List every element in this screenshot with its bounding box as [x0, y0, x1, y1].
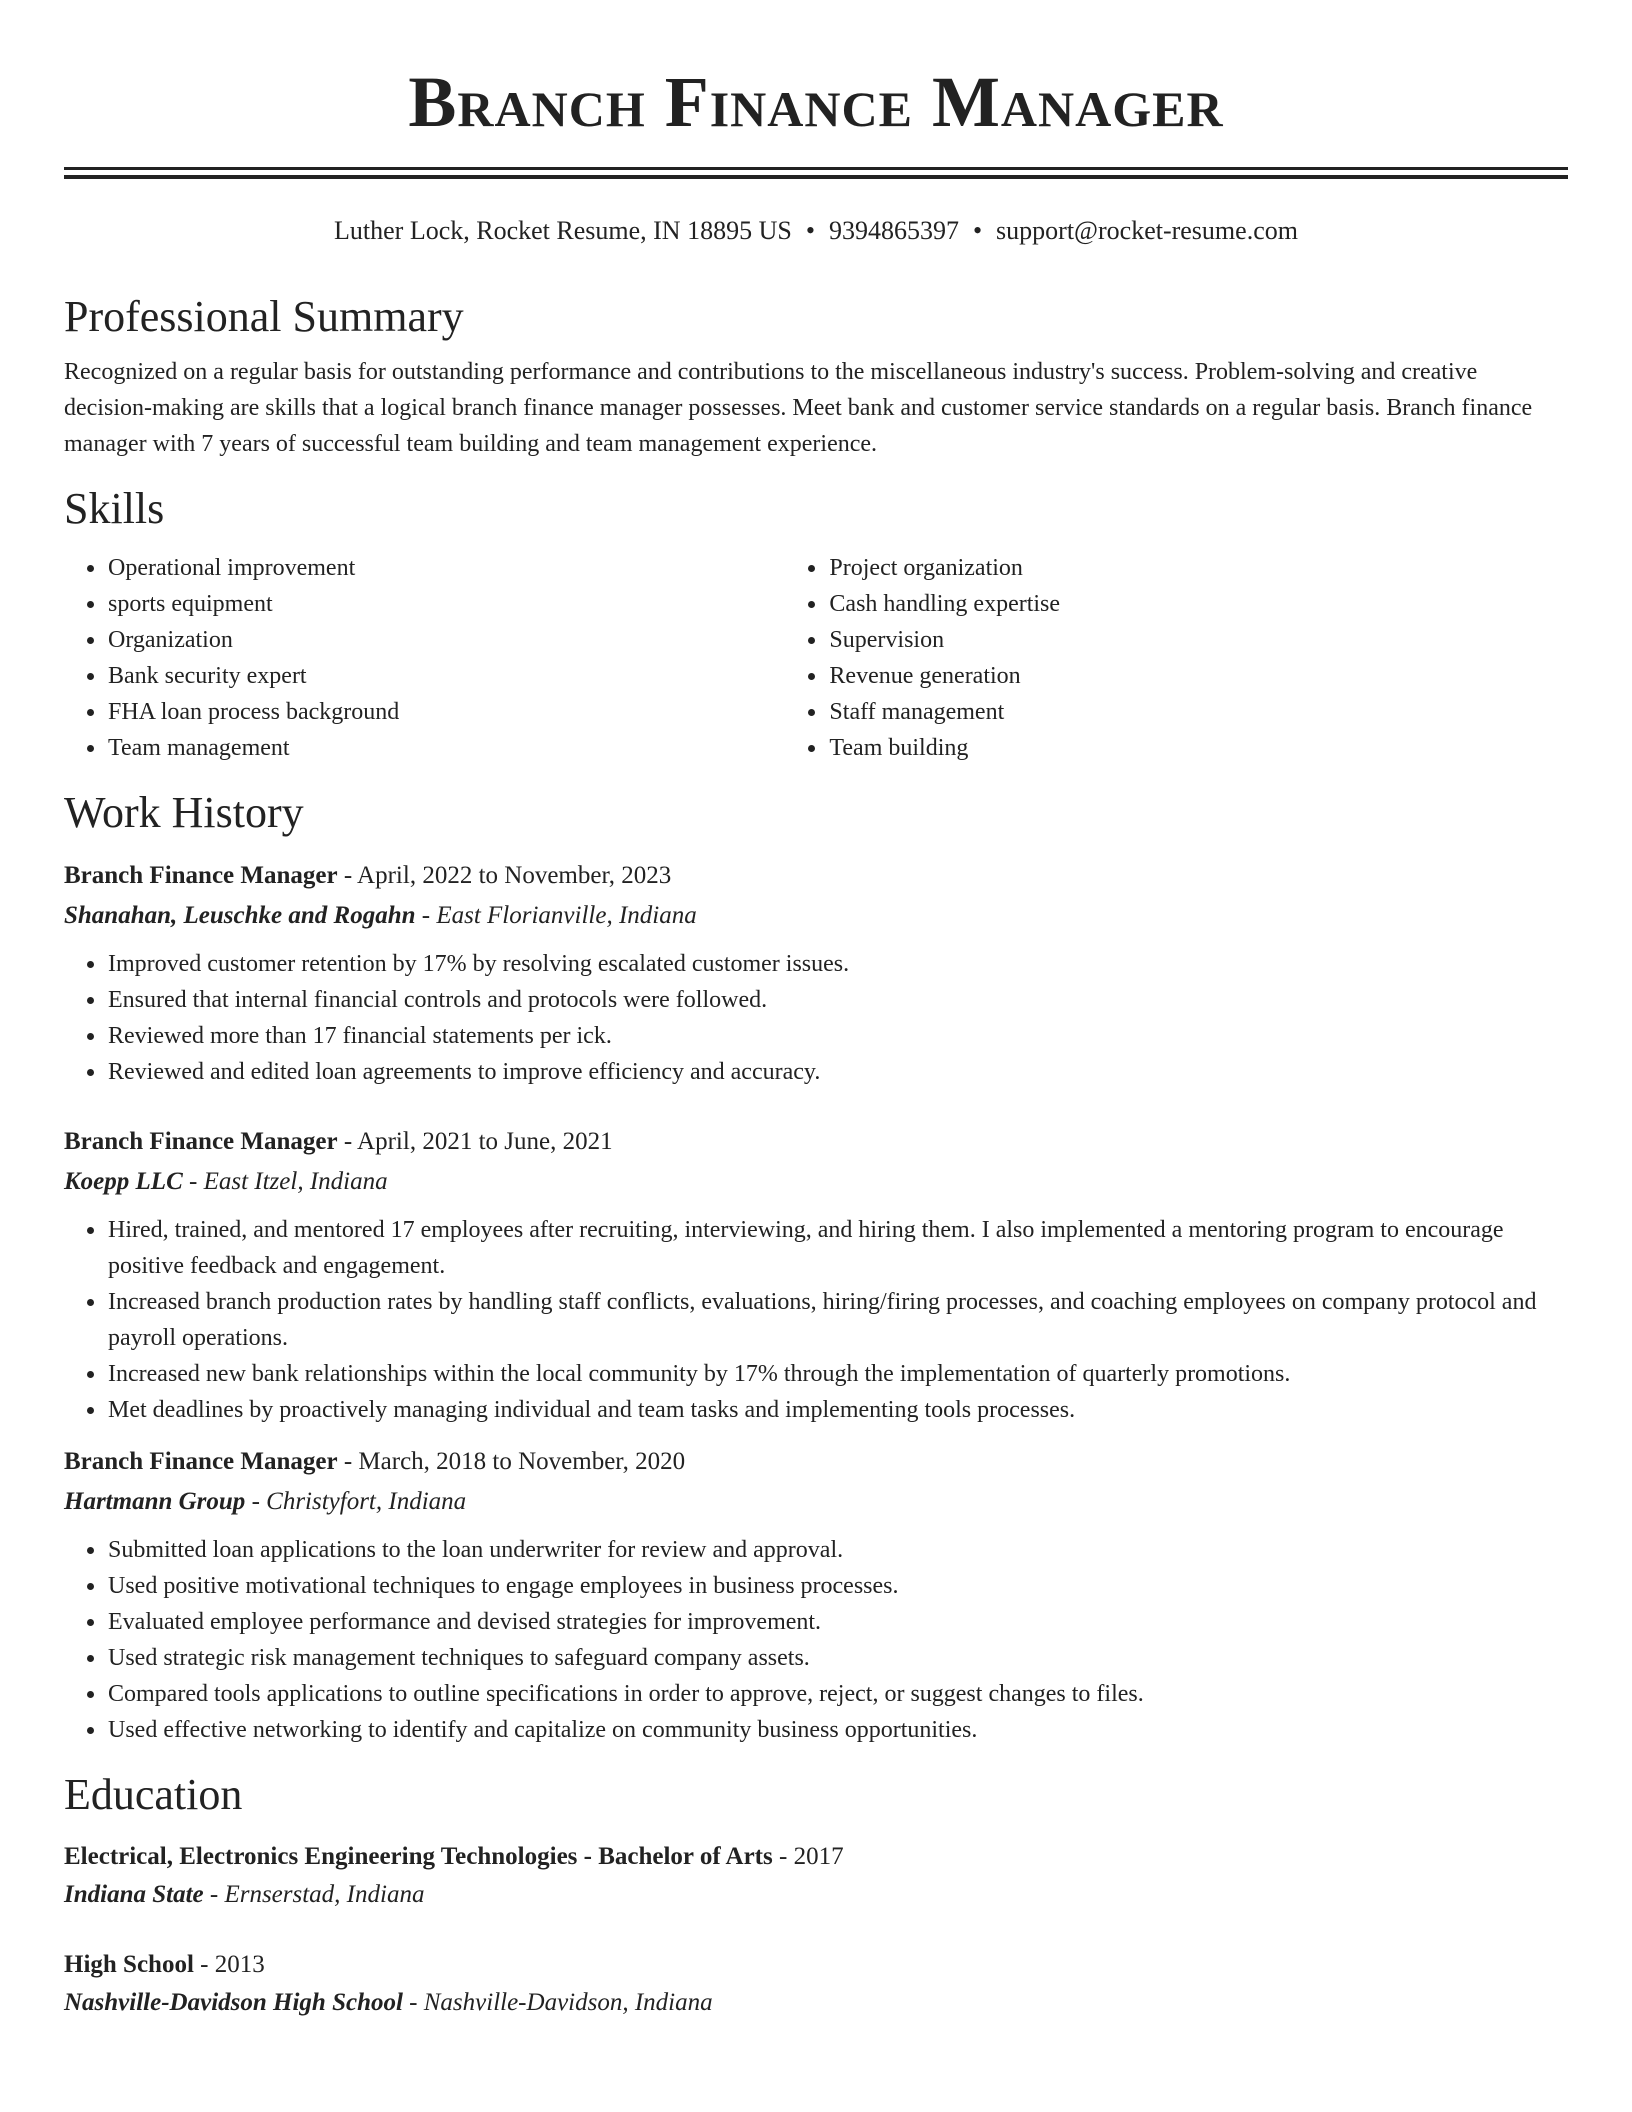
- job-bullet: • Reviewed more than 17 financial statements per ick.: [107, 1018, 1568, 1054]
- job-bullet: • Hired, trained, and mentored 17 employees after recruiting, interviewing, and hiring them. I also implemented a mentoring program to encourage positive feedback and engagement.: [107, 1212, 1568, 1284]
- degree-line: Electrical, Electronics Engineering Technologies - Bachelor of Arts - 2017: [64, 1843, 844, 1870]
- summary-text: Recognized on a regular basis for outstanding performance and contributions to the miscellaneous industry's success. Problem-solving and creative decision-making are skills that a logical branch finance manager possesses. Meet bank and customer service standards on a regular basis. Branch finance manager with 7 years of successful team building and team management experience.: [64, 359, 1533, 457]
- job-entry: [64, 1442, 1568, 1748]
- graduation-year: 2013: [214, 1951, 265, 1978]
- job-bullet: • Used strategic risk management techniques to safeguard company assets.: [107, 1640, 1568, 1676]
- job-bullet: • Compared tools applications to outline specifications in order to approve, reject, or suggest changes to files.: [107, 1676, 1568, 1712]
- job-bullet: • Increased new bank relationships within the local community by 17% through the implementation of quarterly promotions.: [107, 1356, 1568, 1392]
- skill-item: • FHA loan process background: [107, 694, 785, 730]
- job-bullet: • Submitted loan applications to the loan underwriter for review and approval.: [107, 1532, 1568, 1568]
- job-title: Branch Finance Manager: [64, 862, 338, 889]
- skill-item: • Staff management: [828, 694, 1568, 730]
- job-title: Branch Finance Manager: [64, 1128, 338, 1155]
- work-history-heading: Work History: [64, 788, 304, 837]
- skill-item: • Project organization: [828, 550, 1568, 586]
- job-bullet: • Improved customer retention by 17% by resolving escalated customer issues.: [107, 946, 1568, 982]
- skills-list-left: [64, 550, 785, 766]
- school-name: Indiana State: [64, 1881, 204, 1908]
- job-bullet: • Used effective networking to identify and capitalize on community business opportunities.: [107, 1712, 1568, 1748]
- job-bullet: • Evaluated employee performance and devised strategies for improvement.: [107, 1604, 1568, 1640]
- job-title: Branch Finance Manager: [64, 1448, 338, 1475]
- education-entry: [64, 1946, 1568, 2022]
- school-line: Indiana State - Ernserstad, Indiana: [64, 1881, 425, 1908]
- skill-item: • Bank security expert: [107, 658, 785, 694]
- degree: High School: [64, 1951, 194, 1978]
- bullet-separator: •: [805, 216, 815, 245]
- skill-item: • Supervision: [828, 622, 1568, 658]
- contact-address: Luther Lock, Rocket Resume, IN 18895 US: [334, 216, 792, 245]
- job-company: Koepp LLC: [64, 1168, 183, 1195]
- education-entry: [64, 1838, 1568, 1914]
- title-rule-thick: [64, 175, 1568, 179]
- job-company: Hartmann Group: [64, 1488, 246, 1515]
- skill-item: • Team management: [107, 730, 785, 766]
- work-history-section: [64, 784, 1568, 1748]
- school-line: Nashville-Davidson High School - Nashville-Davidson, Indiana: [64, 1989, 713, 2016]
- title-rule-thin: [64, 167, 1568, 170]
- skill-item: • Revenue generation: [828, 658, 1568, 694]
- education-heading: Education: [64, 1770, 243, 1819]
- resume-body: [64, 288, 1568, 2022]
- contact-line: [0, 214, 1632, 248]
- degree: Electrical, Electronics Engineering Technologies - Bachelor of Arts: [64, 1843, 773, 1870]
- skill-item: • Operational improvement: [107, 550, 785, 586]
- resume-title: Branch Finance Manager: [408, 62, 1224, 142]
- contact-phone: 9394865397: [828, 216, 959, 245]
- skill-item: • sports equipment: [107, 586, 785, 622]
- job-location: East Florianville, Indiana: [436, 902, 697, 929]
- job-location: East Itzel, Indiana: [203, 1168, 388, 1195]
- job-title-line: Branch Finance Manager - March, 2018 to November, 2020: [64, 1448, 686, 1475]
- contact-email: support@rocket-resume.com: [996, 216, 1298, 245]
- education-section: [64, 1766, 1568, 2022]
- job-bullet: • Reviewed and edited loan agreements to improve efficiency and accuracy.: [107, 1054, 1568, 1090]
- job-bullet: • Ensured that internal financial controls and protocols were followed.: [107, 982, 1568, 1018]
- job-dates: March, 2018 to November, 2020: [358, 1448, 686, 1475]
- job-dates: April, 2021 to June, 2021: [357, 1128, 613, 1155]
- skills-section: [64, 480, 1568, 766]
- graduation-year: 2017: [793, 1843, 844, 1870]
- job-location: Christyfort, Indiana: [266, 1488, 467, 1515]
- job-company-line: Koepp LLC - East Itzel, Indiana: [64, 1168, 388, 1195]
- summary-section: [64, 288, 1568, 462]
- job-dates: April, 2022 to November, 2023: [357, 862, 672, 889]
- skill-item: • Cash handling expertise: [828, 586, 1568, 622]
- summary-heading: Professional Summary: [64, 292, 464, 341]
- job-entry: [64, 1122, 1568, 1428]
- skills-list-right: [785, 550, 1568, 766]
- job-bullets: [64, 1532, 1568, 1748]
- skills-heading: Skills: [64, 484, 165, 533]
- skill-item: • Team building: [828, 730, 1568, 766]
- skills-columns: [64, 550, 1568, 766]
- job-bullet: • Increased branch production rates by handling staff conflicts, evaluations, hiring/firing processes, and coaching employees on company protocol and payroll operations.: [107, 1284, 1568, 1356]
- job-title-line: Branch Finance Manager - April, 2021 to June, 2021: [64, 1128, 613, 1155]
- bullet-separator: •: [972, 216, 983, 245]
- skill-item: • Organization: [107, 622, 785, 658]
- job-company: Shanahan, Leuschke and Rogahn: [64, 902, 416, 929]
- job-title-line: Branch Finance Manager - April, 2022 to November, 2023: [64, 862, 672, 889]
- school-name: Nashville-Davidson High School: [64, 1989, 403, 2016]
- school-location: Nashville-Davidson, Indiana: [423, 1989, 713, 2016]
- school-location: Ernserstad, Indiana: [224, 1881, 425, 1908]
- job-bullets: [64, 946, 1568, 1090]
- job-company-line: Shanahan, Leuschke and Rogahn - East Florianville, Indiana: [64, 902, 697, 929]
- job-company-line: Hartmann Group - Christyfort, Indiana: [64, 1488, 467, 1515]
- job-bullet: • Met deadlines by proactively managing individual and team tasks and implementing tools processes.: [107, 1392, 1568, 1428]
- job-bullet: • Used positive motivational techniques to engage employees in business processes.: [107, 1568, 1568, 1604]
- degree-line: High School - 2013: [64, 1951, 265, 1978]
- job-entry: [64, 856, 1568, 1090]
- job-bullets: [64, 1212, 1568, 1428]
